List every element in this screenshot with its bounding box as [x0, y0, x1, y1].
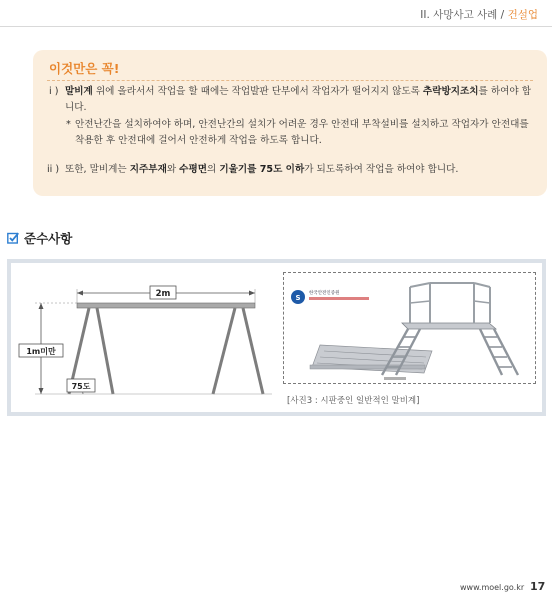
- page-number: 17: [530, 580, 546, 593]
- body-text: 위에 올라서서 작업을 할 때에는 작업발판 단부에서 작업자가 떨어지지 않도록: [92, 86, 423, 97]
- breadcrumb-category: 건설업: [507, 9, 538, 21]
- checkbox-checked-icon: [7, 232, 19, 244]
- breadcrumb: [420, 7, 538, 22]
- svg-text:S: S: [295, 294, 301, 302]
- angle-label: 75도: [71, 382, 91, 391]
- height-label: 1m미만: [26, 347, 56, 356]
- body-text: 와: [166, 164, 180, 175]
- breadcrumb-section: II. 사망사고 사례: [420, 9, 498, 21]
- body-text: 또한, 말비계는: [65, 164, 130, 175]
- scaffold-photo: [283, 272, 536, 384]
- width-label: 2m: [155, 289, 171, 299]
- note-marker: *: [66, 119, 71, 130]
- item-number: ii ): [47, 164, 60, 175]
- breadcrumb-separator: /: [497, 9, 508, 21]
- notice-item-1: [49, 84, 531, 115]
- notice-item-note: [66, 117, 531, 148]
- notice-item-2: [47, 162, 531, 178]
- item-number: i ): [49, 86, 59, 97]
- page-header: [0, 0, 552, 30]
- emphasis-text: 기울기를 75도 이하: [219, 164, 305, 175]
- body-text: 안전난간을 설치하여야 하며, 안전난간의 설치가 어려운 경우 안전대 부착설비를 설치하고 작업자가 안전대를 착용한 후 안전대에 걸어서 안전하게 작업을 하도록 합니다.: [75, 119, 529, 146]
- sawhorse-scaffold-diagram: [17, 269, 277, 409]
- emphasis-text: 수평면: [179, 164, 207, 175]
- body-text: 를 하여야 합니다.: [65, 86, 531, 113]
- body-text: 가 되도록하여 작업을 하여야 합니다.: [304, 164, 459, 175]
- figure-box: [7, 259, 546, 416]
- footer-url: www.moel.go.kr: [460, 583, 525, 592]
- emphasis-text: 추락방지조치: [422, 86, 479, 97]
- header-divider: [0, 26, 552, 27]
- emphasis-text: 말비계: [65, 86, 93, 97]
- notice-title: 이것만은 꼭!: [49, 61, 120, 76]
- scaffold-product-illustration: [284, 273, 537, 385]
- logo-text: 한국안전인증원: [309, 291, 340, 296]
- emphasis-text: 지주부재: [129, 164, 167, 175]
- notice-box: [33, 50, 547, 196]
- body-text: 의: [206, 164, 220, 175]
- notice-divider: [47, 80, 533, 81]
- photo-caption: [사진3 : 시판중인 일반적인 말비계]: [287, 396, 420, 406]
- section-title: 준수사항: [24, 231, 73, 246]
